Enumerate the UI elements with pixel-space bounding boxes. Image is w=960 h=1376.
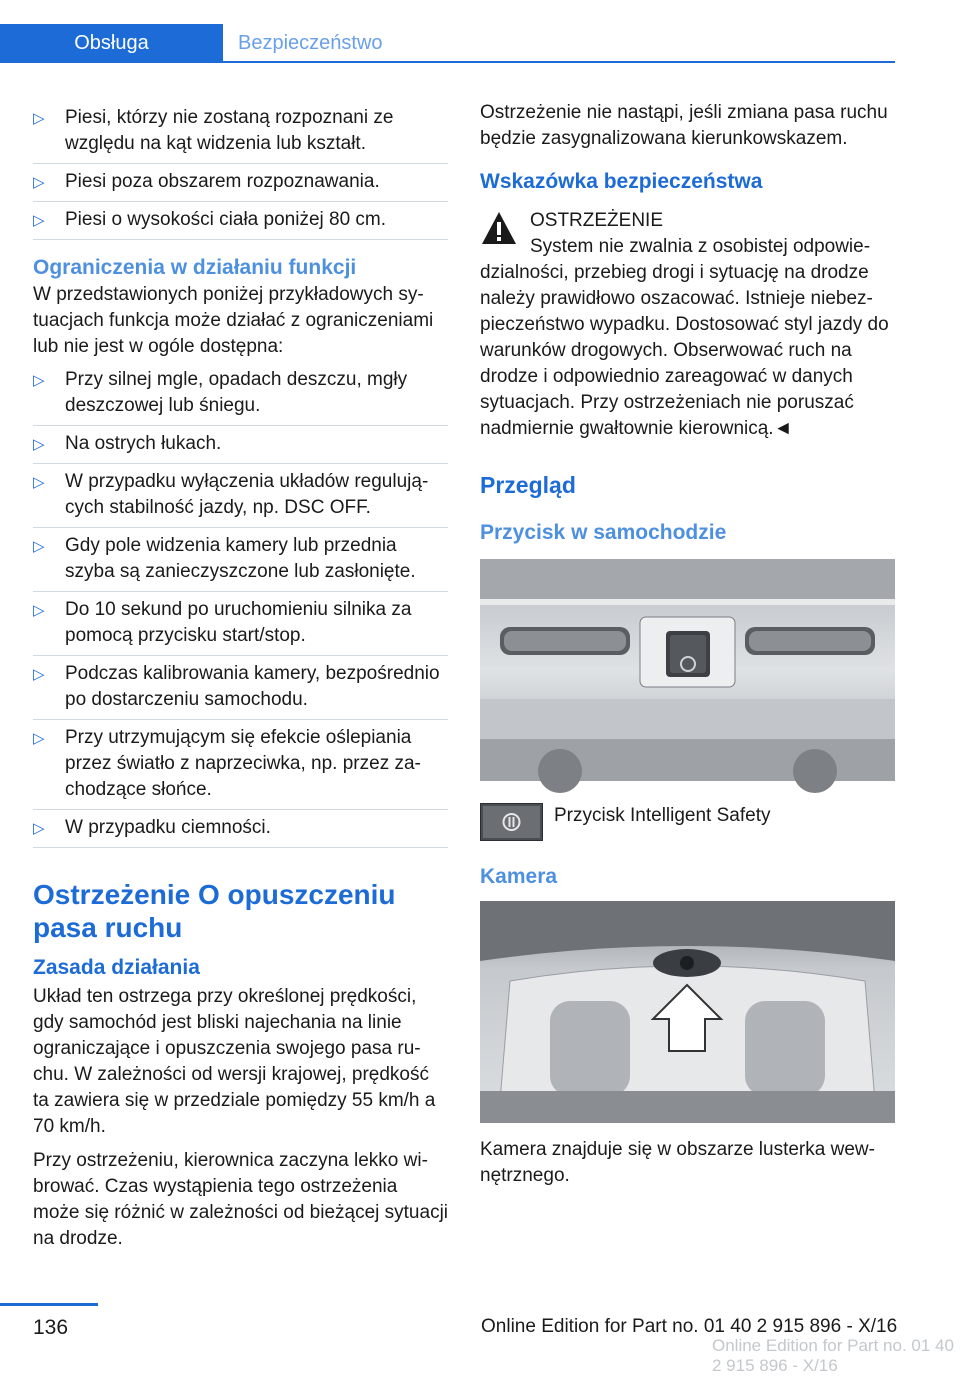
list-item: ▷ Gdy pole widzenia kamery lub przednia szyba są zanieczyszczone lub zasłonięte. (33, 528, 448, 592)
list-item: ▷ Piesi poza obszarem rozpoznawania. (33, 164, 448, 202)
principle-paragraph-1: Układ ten ostrzega przy określonej prędkości, gdy samochód jest bliski najechania na linie ograniczające i opuszczenia swojego pasa ruchu. W zależności od wersji krajowej, prędkość ta zawiera się w przedziale pomiędzy 55 km/h a 70 km/h. (33, 986, 436, 1137)
list-item: ▷ W przypadku wyłączenia układów regulujących stabilność jazdy, np. DSC OFF. (33, 464, 448, 528)
page-number: 136 (33, 1316, 69, 1339)
list-item: ▷ Podczas kalibrowania kamery, bezpośrednio po dostarczeniu samochodu. (33, 656, 448, 720)
button-heading: Przycisk w samochodzie (480, 521, 727, 544)
warning-block (480, 208, 896, 442)
triangle-bullet-icon: ▷ (33, 538, 45, 555)
intelligent-safety-button-icon (480, 803, 543, 841)
limits-text: W przedstawionych poniżej przykładowych sytuacjach funkcja może działać z ograniczeniami lub nie jest w ogóle dostępna: (33, 284, 434, 357)
camera-illustration (480, 901, 895, 1123)
list-item: ▷ Piesi o wysokości ciała poniżej 80 cm. (33, 202, 448, 240)
button-caption-row (480, 803, 896, 853)
triangle-bullet-icon: ▷ (33, 110, 45, 127)
list-item: ▷ Na ostrych łukach. (33, 426, 448, 464)
list-item: ▷ Piesi, którzy nie zostaną rozpoznani ze względu na kąt widzenia lub kształt. (33, 100, 448, 164)
watermark-text: Online Edition for Part no. 01 40 2 915 896 - X/16 (712, 1336, 954, 1375)
list-item: ▷ Przy utrzymującym się efekcie oślepiania przez światło z naprzeciwka, np. przez zachodzące słońce. (33, 720, 448, 810)
header-divider (0, 61, 895, 63)
footer-divider (0, 1303, 98, 1306)
tab-bezpieczenstwo[interactable]: Bezpieczeństwo (238, 31, 383, 54)
triangle-bullet-icon: ▷ (33, 372, 45, 389)
camera-photo (480, 901, 895, 1123)
principle-heading: Zasada działania (33, 956, 200, 979)
limits-heading: Ograniczenia w działaniu funkcji (33, 256, 357, 279)
list-item: ▷ Do 10 sekund po uruchomieniu silnika za pomocą przycisku start/stop. (33, 592, 448, 656)
warning-triangle-icon (480, 210, 518, 246)
principle-paragraph-2: Przy ostrzeżeniu, kierownica zaczyna lekko wibrować. Czas wystąpienia tego ostrzeżenia może się różnić w zależności od bieżącej sytuacji na drodze. (33, 1150, 449, 1249)
list-item: ▷ W przypadku ciemności. (33, 810, 448, 848)
page-header (0, 0, 960, 64)
triangle-bullet-icon: ▷ (33, 436, 45, 453)
warning-text: System nie zwalnia z osobistej odpowiedzialności, przebieg drogi i sytuację na drodze należy prawidłowo oszacować. Istnieje niebezpieczeństwo wypadku. Dostosować styl jazdy do warunków drogowych. Obserwować ruch na drodze i odpowiednio zareagować w danych sytuacjach. Przy ostrzeżeniach nie poruszać nadmiernie gwałtownie kierownicą.◄ (480, 236, 889, 439)
list-item: ▷ Przy silnej mgle, opadach deszczu, mgły deszczowej lub śniegu. (33, 362, 448, 426)
triangle-bullet-icon: ▷ (33, 666, 45, 683)
triangle-bullet-icon: ▷ (33, 212, 45, 229)
triangle-bullet-icon: ▷ (33, 730, 45, 747)
dashboard-illustration (480, 559, 895, 781)
triangle-bullet-icon: ▷ (33, 820, 45, 837)
right-column (480, 100, 896, 1197)
overview-heading: Przegląd (480, 472, 576, 498)
pedestrian-limits-list (33, 100, 448, 240)
button-caption: Przycisk Intelligent Safety (554, 805, 771, 826)
camera-caption: Kamera znajduje się w obszarze lusterka wewnętrznego. (480, 1139, 875, 1186)
triangle-bullet-icon: ▷ (33, 474, 45, 491)
dashboard-button-photo (480, 559, 895, 781)
left-column (33, 100, 448, 1260)
function-limits-list (33, 362, 448, 848)
warning-title: OSTRZEŻENIE (530, 210, 664, 231)
section-title: Ostrzeżenie O opuszczeniu pasa ruchu (33, 879, 396, 943)
tab-obsluga[interactable]: Obsługa (0, 24, 223, 62)
safety-heading: Wskazówka bezpieczeństwa (480, 170, 763, 193)
signal-note: Ostrzeżenie nie nastąpi, jeśli zmiana pasa ruchu będzie zasygnalizowana kierunkowskazem. (480, 102, 888, 149)
triangle-bullet-icon: ▷ (33, 602, 45, 619)
triangle-bullet-icon: ▷ (33, 174, 45, 191)
camera-heading: Kamera (480, 865, 558, 888)
edition-text: Online Edition for Part no. 01 40 2 915 896 - X/16 (481, 1316, 898, 1337)
